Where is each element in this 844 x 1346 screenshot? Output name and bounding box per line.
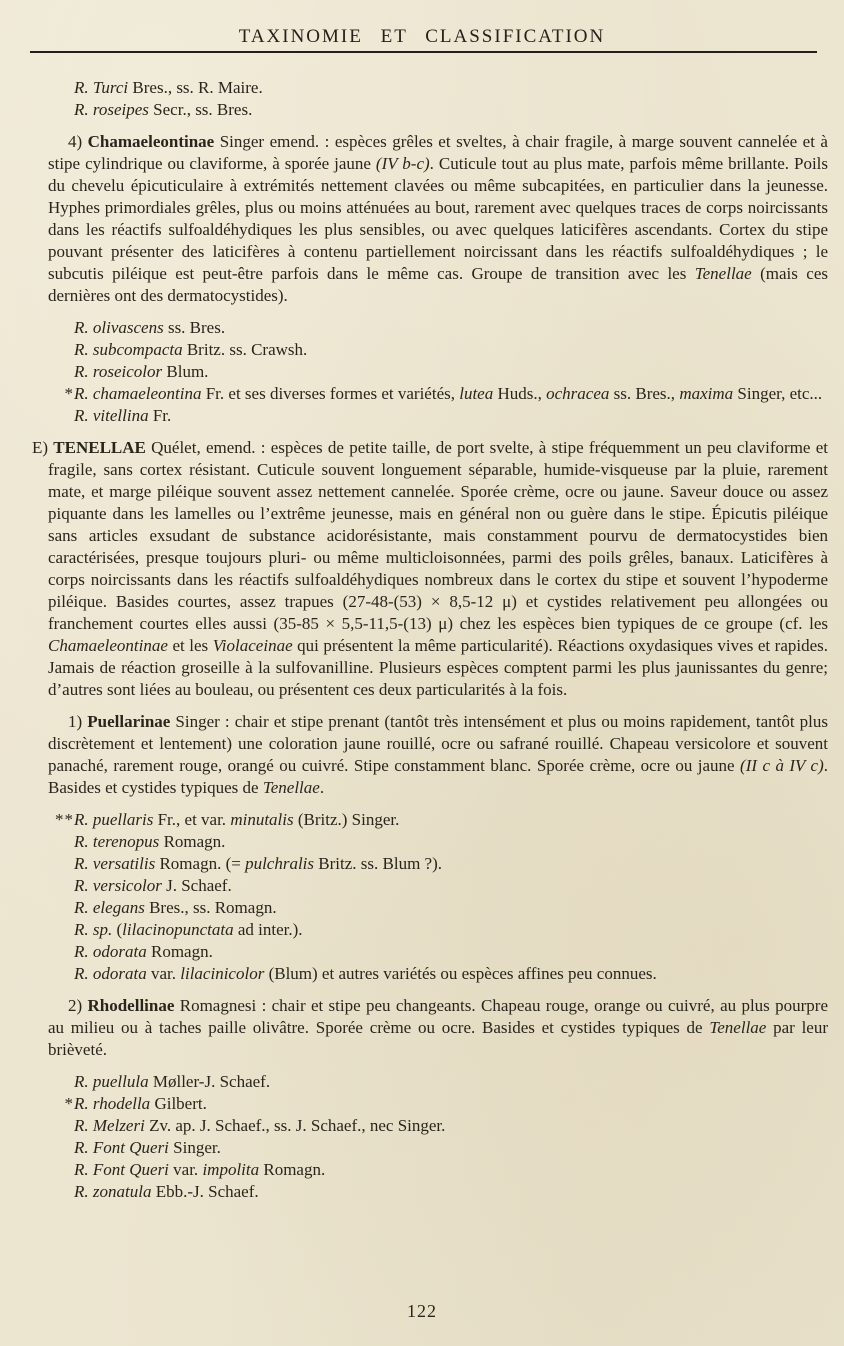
text-run: var. <box>146 964 181 983</box>
text-run: lutea <box>459 384 494 403</box>
text-run: var. <box>168 1160 203 1179</box>
text-run: Romagn. (= <box>155 854 246 873</box>
text-run: 1) <box>68 712 88 731</box>
text-run: Chamaeleontinae <box>87 132 215 151</box>
text-run: Britz. ss. Crawsh. <box>182 340 308 359</box>
rarity-marker: ** <box>55 810 74 829</box>
text-run: Fr. <box>148 406 172 425</box>
text-run: minutalis <box>230 810 294 829</box>
text-run: Quélet, emend. : espèces de petite taille, de port svelte, à stipe fréquemment un peu claviforme et fragile, sans cortex résistant. Cuticule souvent longuement séparable, humide-visqueuse par la pluie, rarement mate, et marge piléique souvent assez nettement cannelée. Sporée crème, ocre ou jaune. Saveur douce ou assez piquante dans les lamelles ou l’extrême jeunesse, mais en général non ou guère dans le stipe. Épicutis piléique sans articles exsudant de substance acidorésistante, mais constamment pourvu de dermatocystides bien caractérisées, presque toujours pluri- ou même multicloisonnées, parmi des poils grêles, banaux. Laticifères à corps noircissants dans les réactifs sulfoaldéhydiques nombreux dans le cortex du stipe et souvent l’hypoderme piléique. Basides courtes, assez trapues (27-48-(53) × 8,5-12 μ) et cystides relativement peu allongées ou franchement courtes elles aussi (35-85 × 5,5-11,5-(13) μ) chez les espèces bien typiques de ce groupe (cf. les <box>48 438 828 633</box>
species-entry <box>48 99 828 121</box>
species-entry <box>48 1115 828 1137</box>
text-run: Tenellae <box>709 1018 767 1037</box>
text-run: R. rhodella <box>74 1094 151 1113</box>
text-run: maxima <box>679 384 734 403</box>
text-run: R. chamaeleontina <box>74 384 202 403</box>
paragraph <box>48 995 828 1061</box>
text-run: Romagnesi : chair et stipe peu changeants. Chapeau rouge, orange ou cuivré, au plus pourpre au milieu ou à taches paille olivâtre. Sporée crème ou ocre. Basides et cystides typiques de <box>48 996 828 1037</box>
text-run: . <box>319 778 325 797</box>
text-run: Singer : chair et stipe prenant (tantôt très intensément et plus ou moins rapidement, tantôt plus discrètement et lentement) une coloration jaune rouillé, ocre ou safrané rouillé. Chapeau versicolore et souvent panaché, rarement rouge, orangé ou cuivré. Stipe constamment blanc. Sporée crème, ocre ou jaune <box>48 712 828 775</box>
text-run: R. Melzeri <box>74 1116 145 1135</box>
species-entry <box>48 1181 828 1203</box>
text-run: Ebb.-J. Schaef. <box>151 1182 259 1201</box>
text-run: (IV b-c) <box>375 154 430 173</box>
species-list <box>48 1071 828 1203</box>
text-run: . Basides et cystides typiques de <box>48 756 829 797</box>
text-run: Rhodellinae <box>87 996 175 1015</box>
text-run: (II c à IV c) <box>740 756 824 775</box>
text-run: pulchralis <box>245 854 315 873</box>
species-list <box>48 77 828 121</box>
text-run: Puellarinae <box>87 712 171 731</box>
text-run: Secr., ss. Bres. <box>148 100 253 119</box>
species-entry <box>48 853 828 875</box>
species-entry <box>48 919 828 941</box>
text-run: lilacinicolor <box>180 964 265 983</box>
text-run: lilacinopunctata <box>122 920 234 939</box>
species-entry <box>48 77 828 99</box>
text-run: (Britz.) Singer. <box>293 810 400 829</box>
text-run: R. Font Queri <box>74 1160 169 1179</box>
running-header-title: TAXINOMIE ET CLASSIFICATION <box>238 26 606 47</box>
text-run: R. puellaris <box>74 810 154 829</box>
page-number: 122 <box>407 1301 437 1321</box>
species-entry <box>48 963 828 985</box>
text-run: Singer. <box>168 1138 221 1157</box>
text-run: Zv. ap. J. Schaef., ss. J. Schaef., nec Singer. <box>144 1116 446 1135</box>
text-run: ochracea <box>546 384 610 403</box>
rarity-marker: * <box>64 1094 74 1113</box>
species-entry <box>48 831 828 853</box>
species-entry <box>48 897 828 919</box>
text-run: par leur brièveté. <box>48 1018 828 1059</box>
species-list <box>48 317 828 427</box>
text-run: Romagn. <box>159 832 226 851</box>
text-run: E) <box>32 438 54 457</box>
text-run: ss. Bres. <box>163 318 226 337</box>
species-entry <box>48 1159 828 1181</box>
text-run: ( <box>112 920 123 939</box>
species-entry <box>48 1071 828 1093</box>
text-run: R. terenopus <box>74 832 160 851</box>
page-content <box>32 75 829 1213</box>
text-run: Bres., ss. Romagn. <box>144 898 277 917</box>
text-run: Fr. et ses diverses formes et variétés, <box>201 384 460 403</box>
text-run: R. subcompacta <box>74 340 183 359</box>
paragraph <box>48 711 828 799</box>
species-entry <box>48 383 828 405</box>
species-entry <box>48 875 828 897</box>
species-list <box>48 809 828 985</box>
text-run: TENELLAE <box>53 438 146 457</box>
text-run: . Cuticule tout au plus mate, parfois même brillante. Poils du chevelu épicuticulaire à extrémités nettement clavées ou même subcapitées, en particulier dans la jeunesse. Hyphes primordiales grêles, plus ou moins atténuées au bout, rarement avec quelques traces de corps noircissants dans les réactifs sulfoaldéhydiques les plus sensibles, ou avec quelques laticifères ascendants. Cortex du stipe pouvant présenter des laticifères à contenu partiellement noircissant dans les réactifs sulfoaldéhydiques ; le subcutis piléique est peut-être parfois dans le même cas. Groupe de transition avec les <box>48 154 829 283</box>
text-run: ad inter.). <box>233 920 303 939</box>
species-entry <box>48 941 828 963</box>
text-run: Tenellae <box>694 264 752 283</box>
text-run: Violaceinae <box>212 636 293 655</box>
text-run: 2) <box>68 996 88 1015</box>
paragraph <box>32 437 828 701</box>
species-entry <box>48 317 828 339</box>
species-entry <box>48 339 828 361</box>
text-run: ss. Bres., <box>609 384 680 403</box>
paragraph <box>48 131 828 307</box>
text-run: R. versatilis <box>74 854 156 873</box>
text-run: (Blum) et autres variétés ou espèces affines peu connues. <box>264 964 657 983</box>
text-run: Huds., <box>493 384 547 403</box>
text-run: R. versicolor <box>74 876 162 895</box>
text-run: R. odorata <box>74 942 147 961</box>
text-run: Britz. ss. Blum ?). <box>314 854 442 873</box>
text-run: R. zonatula <box>74 1182 152 1201</box>
text-run: et les <box>167 636 213 655</box>
text-run: Fr., et var. <box>153 810 231 829</box>
text-run: R. roseicolor <box>74 362 163 381</box>
text-run: 4) <box>68 132 88 151</box>
species-entry <box>48 809 828 831</box>
species-entry <box>48 1137 828 1159</box>
text-run: J. Schaef. <box>161 876 232 895</box>
text-run: Singer, etc... <box>733 384 823 403</box>
species-entry <box>48 1093 828 1115</box>
text-run: Bres., ss. R. Maire. <box>128 78 263 97</box>
text-run: R. vitellina <box>74 406 149 425</box>
text-run: Tenellae <box>262 778 320 797</box>
rarity-marker: * <box>64 384 74 403</box>
text-run: Møller-J. Schaef. <box>148 1072 271 1091</box>
text-run: Gilbert. <box>150 1094 207 1113</box>
text-run: Romagn. <box>146 942 213 961</box>
header-rule <box>30 51 817 53</box>
text-run: Romagn. <box>259 1160 326 1179</box>
text-run: R. odorata <box>74 964 147 983</box>
text-run: qui présentent la même particularité). Réactions oxydasiques vives et rapides. Jamais de réaction groseille à la sulfovanilline. Plusieurs espèces comptent parmi les plus jaunissantes du genre; d’autres sont liées au bouleau, ou présentent ces deux particularités à la fois. <box>48 636 828 699</box>
text-run: impolita <box>202 1160 260 1179</box>
text-run: Singer emend. : espèces grêles et sveltes, à chair fragile, à marge souvent cannelée et à stipe cylindrique ou claviforme, à sporée jaune <box>48 132 828 173</box>
text-run: R. puellula <box>74 1072 149 1091</box>
text-run: (mais ces dernières ont des dermatocystides). <box>48 264 828 305</box>
text-run: R. Font Queri <box>74 1138 169 1157</box>
text-run: R. elegans <box>74 898 145 917</box>
text-run: Blum. <box>162 362 209 381</box>
text-run: R. olivascens <box>74 318 164 337</box>
text-run: Chamaeleontinae <box>48 636 168 655</box>
text-run: R. sp. <box>74 920 113 939</box>
species-entry <box>48 405 828 427</box>
text-run: R. roseipes <box>74 100 149 119</box>
text-run: R. Turci <box>74 78 129 97</box>
species-entry <box>48 361 828 383</box>
